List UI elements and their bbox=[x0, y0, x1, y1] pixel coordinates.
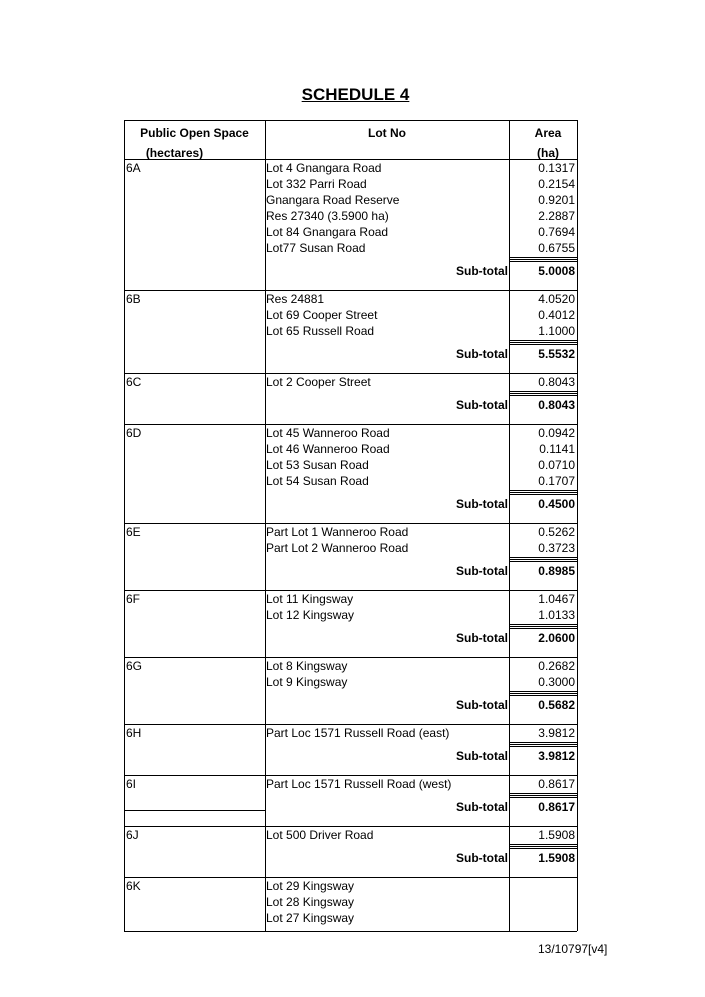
lot-area: 0.1707 bbox=[538, 474, 575, 488]
subtotal-rule bbox=[509, 744, 577, 747]
subtotal-label: Sub-total bbox=[456, 347, 508, 361]
lot-name: Lot 4 Gnangara Road bbox=[266, 161, 382, 175]
lot-area: 0.4012 bbox=[538, 308, 575, 322]
lot-area: 0.8617 bbox=[538, 777, 575, 791]
subtotal-label: Sub-total bbox=[456, 564, 508, 578]
lot-area: 0.9201 bbox=[538, 193, 575, 207]
table-left-border bbox=[124, 120, 125, 931]
lot-name: Lot77 Susan Road bbox=[266, 241, 366, 255]
lot-name: Lot 65 Russell Road bbox=[266, 324, 375, 338]
lot-name: Lot 9 Kingsway bbox=[266, 675, 348, 689]
subtotal-rule bbox=[509, 259, 577, 262]
document-reference: 13/10797[v4] bbox=[538, 942, 608, 956]
area-underline bbox=[509, 691, 577, 692]
lot-name: Part Loc 1571 Russell Road (west) bbox=[266, 777, 452, 791]
subtotal-value: 2.0600 bbox=[538, 631, 575, 645]
lot-name: Lot 500 Driver Road bbox=[266, 828, 374, 842]
group-code: 6J bbox=[126, 828, 139, 842]
group-code: 6D bbox=[126, 426, 142, 440]
header-hectares: (hectares) bbox=[145, 146, 204, 160]
subtotal-rule bbox=[509, 795, 577, 798]
cell-divider bbox=[124, 810, 265, 811]
lot-name: Lot 332 Parri Road bbox=[266, 177, 367, 191]
subtotal-label: Sub-total bbox=[456, 851, 508, 865]
lot-name: Lot 12 Kingsway bbox=[266, 608, 355, 622]
subtotal-rule bbox=[509, 693, 577, 696]
area-underline bbox=[509, 793, 577, 794]
group-code: 6E bbox=[126, 525, 141, 539]
column-divider-1 bbox=[265, 120, 266, 931]
subtotal-label: Sub-total bbox=[456, 698, 508, 712]
subtotal-label: Sub-total bbox=[456, 749, 508, 763]
group-code: 6B bbox=[126, 292, 141, 306]
lot-area: 1.0467 bbox=[538, 592, 575, 606]
group-code: 6C bbox=[126, 375, 142, 389]
header-public-open-space: Public Open Space bbox=[140, 126, 249, 140]
lot-name: Lot 69 Cooper Street bbox=[266, 308, 378, 322]
page-title: SCHEDULE 4 bbox=[301, 85, 410, 104]
lot-name: Lot 84 Gnangara Road bbox=[266, 225, 389, 239]
group-code: 6A bbox=[126, 161, 141, 175]
lot-name: Gnangara Road Reserve bbox=[266, 193, 400, 207]
group-code: 6I bbox=[126, 777, 137, 791]
lot-area: 0.3000 bbox=[538, 675, 575, 689]
subtotal-value: 5.0008 bbox=[538, 264, 575, 278]
group-code: 6K bbox=[126, 879, 141, 893]
lot-name: Res 27340 (3.5900 ha) bbox=[266, 209, 389, 223]
subtotal-rule bbox=[509, 492, 577, 495]
lot-area: 0.1317 bbox=[538, 161, 575, 175]
group-separator bbox=[124, 931, 577, 932]
lot-area: 0.6755 bbox=[538, 241, 575, 255]
lot-name: Lot 27 Kingsway bbox=[266, 911, 355, 925]
group-code: 6H bbox=[126, 726, 142, 740]
lot-area: 0.7694 bbox=[538, 225, 575, 239]
subtotal-value: 3.9812 bbox=[538, 749, 575, 763]
column-divider-2 bbox=[509, 120, 510, 931]
subtotal-value: 0.4500 bbox=[538, 497, 575, 511]
lot-name: Lot 28 Kingsway bbox=[266, 895, 355, 909]
lot-name: Part Lot 2 Wanneroo Road bbox=[266, 541, 409, 555]
subtotal-rule bbox=[509, 559, 577, 562]
subtotal-label: Sub-total bbox=[456, 631, 508, 645]
lot-area: 1.1000 bbox=[538, 324, 575, 338]
subtotal-value: 0.8617 bbox=[538, 800, 575, 814]
lot-area: 0.1141 bbox=[539, 442, 575, 456]
lot-area: 0.5262 bbox=[538, 525, 575, 539]
lot-area: 2.2887 bbox=[538, 209, 575, 223]
subtotal-label: Sub-total bbox=[456, 800, 508, 814]
subtotal-label: Sub-total bbox=[456, 497, 508, 511]
lot-name: Lot 46 Wanneroo Road bbox=[266, 442, 390, 456]
subtotal-rule bbox=[509, 342, 577, 345]
area-underline bbox=[509, 257, 577, 258]
subtotal-label: Sub-total bbox=[456, 398, 508, 412]
area-underline bbox=[509, 624, 577, 625]
lot-name: Lot 8 Kingsway bbox=[266, 659, 348, 673]
lot-area: 0.2154 bbox=[538, 177, 575, 191]
subtotal-value: 0.5682 bbox=[538, 698, 575, 712]
subtotal-value: 1.5908 bbox=[538, 851, 575, 865]
header-area-unit: (ha) bbox=[537, 146, 559, 160]
lot-name: Part Loc 1571 Russell Road (east) bbox=[266, 726, 450, 740]
area-underline bbox=[509, 844, 577, 845]
area-underline bbox=[509, 490, 577, 491]
lot-name: Part Lot 1 Wanneroo Road bbox=[266, 525, 409, 539]
header-lot-no: Lot No bbox=[368, 126, 406, 140]
lot-area: 4.0520 bbox=[538, 292, 575, 306]
lot-area: 0.8043 bbox=[538, 375, 575, 389]
subtotal-rule bbox=[509, 626, 577, 629]
subtotal-value: 0.8985 bbox=[538, 564, 575, 578]
area-underline bbox=[509, 742, 577, 743]
lot-name: Lot 29 Kingsway bbox=[266, 879, 355, 893]
subtotal-label: Sub-total bbox=[456, 264, 508, 278]
area-underline bbox=[509, 391, 577, 392]
lot-area: 0.3723 bbox=[538, 541, 575, 555]
lot-area: 1.5908 bbox=[538, 828, 575, 842]
table-right-border bbox=[577, 120, 578, 931]
lot-name: Lot 2 Cooper Street bbox=[266, 375, 371, 389]
lot-name: Lot 54 Susan Road bbox=[266, 474, 369, 488]
area-underline bbox=[509, 557, 577, 558]
lot-name: Res 24881 bbox=[266, 292, 325, 306]
subtotal-rule bbox=[509, 393, 577, 396]
group-code: 6F bbox=[126, 592, 141, 606]
header-area: Area bbox=[534, 126, 562, 140]
subtotal-value: 0.8043 bbox=[538, 398, 575, 412]
lot-name: Lot 53 Susan Road bbox=[266, 458, 369, 472]
subtotal-value: 5.5532 bbox=[538, 347, 575, 361]
area-underline bbox=[509, 340, 577, 341]
lot-area: 1.0133 bbox=[538, 608, 575, 622]
lot-area: 0.2682 bbox=[538, 659, 575, 673]
lot-area: 0.0942 bbox=[538, 426, 575, 440]
lot-name: Lot 11 Kingsway bbox=[266, 592, 354, 606]
lot-area: 0.0710 bbox=[538, 458, 575, 472]
group-code: 6G bbox=[126, 659, 143, 673]
lot-area: 3.9812 bbox=[538, 726, 575, 740]
subtotal-rule bbox=[509, 846, 577, 849]
lot-name: Lot 45 Wanneroo Road bbox=[266, 426, 390, 440]
